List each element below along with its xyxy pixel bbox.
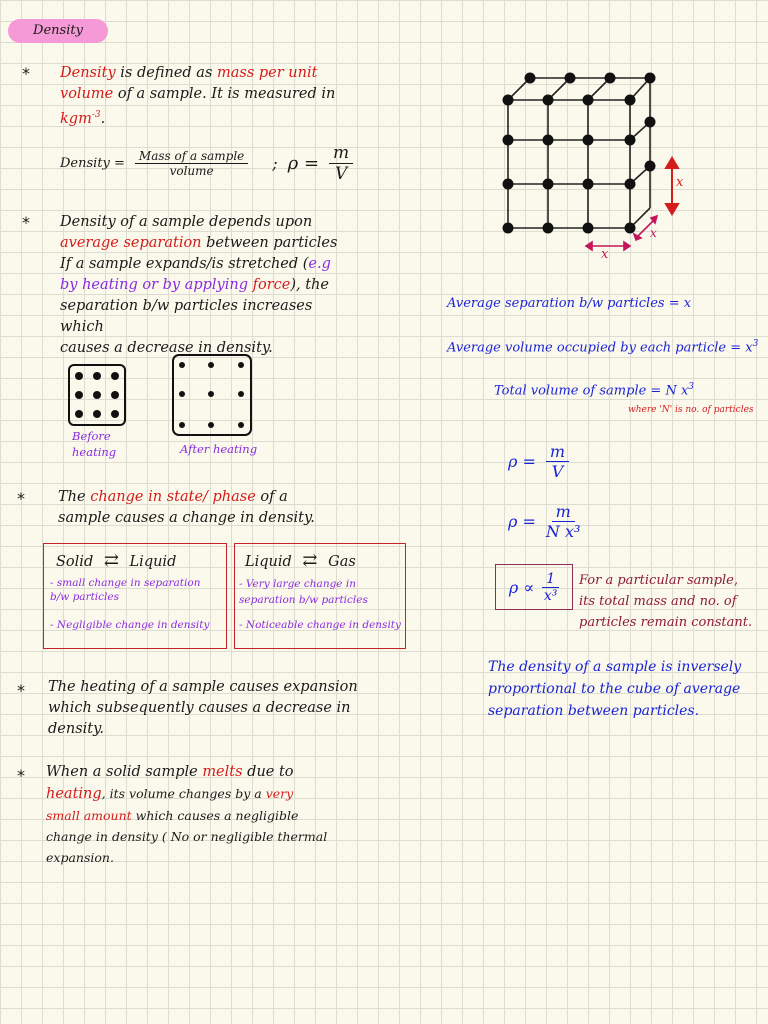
solid-liquid-heading: [56, 550, 176, 571]
particle-cube-diagram: [490, 68, 700, 268]
cube-label-x: x: [601, 247, 609, 262]
term-very: very: [265, 786, 294, 801]
bullet-star: *: [17, 681, 25, 700]
page-title: Density: [8, 19, 108, 43]
avg-volume: [447, 339, 758, 355]
text: of a: [255, 489, 288, 505]
text: its total mass and no. of: [579, 594, 737, 609]
box-item: - Noticeable change in density: [239, 619, 401, 631]
text: Average volume occupied by each particle = x: [447, 340, 753, 356]
text: Density of a sample depends upon: [60, 214, 313, 230]
formula-v: V: [334, 164, 348, 184]
text: of a sample. It is measured in: [113, 86, 336, 102]
formula-lhs: ρ =: [508, 512, 536, 531]
formula-m: m: [329, 143, 353, 164]
text: proportional to the cube of average: [488, 681, 741, 697]
avg-separation: Average separation b/w particles = x: [447, 296, 692, 311]
conclusion: [488, 656, 741, 722]
label: heating: [72, 445, 117, 459]
formula-numerator: m: [552, 502, 575, 522]
text: The density of a sample is inversely: [488, 659, 742, 675]
text: , its volume changes by a: [101, 786, 266, 801]
heading-gas: Gas: [328, 554, 356, 570]
heading-liquid: Liquid: [245, 554, 292, 570]
formula-denominator: N x³: [545, 522, 581, 541]
cube-label-depth: x: [650, 226, 657, 240]
state-change-text: [58, 487, 358, 529]
text: which subsequently causes a decrease in: [48, 700, 351, 716]
text: is defined as: [115, 65, 217, 81]
formula-separator: ;: [272, 154, 278, 173]
formula-denominator: x³: [543, 587, 558, 604]
text: .: [100, 110, 106, 127]
double-arrow-icon: ⇄: [302, 550, 318, 571]
melting-text: [46, 762, 346, 868]
formula-denominator: V: [551, 462, 564, 481]
formula-rho-fraction: [329, 143, 353, 184]
solid-liquid-box: [43, 543, 227, 649]
text: The: [58, 489, 91, 505]
formula-lhs: ρ =: [508, 452, 536, 471]
proportionality-box: [495, 564, 573, 610]
bullet-star: *: [22, 213, 30, 232]
box-item: - Very large change in separation b/w particles: [239, 578, 368, 606]
liquid-gas-box: [234, 543, 406, 649]
formula-fraction: [542, 571, 559, 604]
text: due to: [242, 764, 294, 780]
text: density.: [48, 721, 104, 737]
term-heating: by heating or by applying: [60, 277, 253, 293]
bullet-star: *: [17, 766, 25, 785]
constant-note: [579, 570, 752, 633]
total-volume: [494, 382, 694, 398]
heading-liquid: Liquid: [129, 554, 177, 570]
term-force: force: [252, 277, 291, 293]
after-heating-label: After heating: [180, 442, 258, 456]
double-arrow-icon: ⇄: [103, 550, 119, 571]
formula-rho: ρ =: [287, 153, 320, 174]
text: separation between particles.: [488, 703, 700, 719]
text: Total volume of sample = N x: [494, 383, 689, 399]
formula-numerator: 1: [542, 571, 559, 588]
text: When a solid sample: [46, 764, 203, 780]
density-separation-text: [60, 212, 360, 359]
text: particles remain constant.: [579, 615, 753, 630]
text: sample causes a change in density.: [58, 510, 315, 526]
term-small-amount: small amount: [46, 808, 132, 823]
term-volume: volume: [60, 86, 114, 102]
density-definition: [60, 63, 360, 130]
density-formula: [60, 143, 353, 184]
unit-kgm: kgm: [60, 110, 92, 127]
text: which causes a negligible: [131, 808, 299, 823]
formula-lhs: Density =: [60, 156, 125, 171]
heating-expansion-text: [48, 677, 378, 740]
term-average-separation: average separation: [60, 235, 202, 251]
formula-numerator: Mass of a sample: [135, 149, 248, 164]
liquid-gas-heading: [245, 550, 356, 571]
term-density: Density: [60, 65, 116, 81]
formula-numerator: m: [546, 442, 569, 462]
term-eg: e.g: [308, 256, 331, 272]
formula-denominator: volume: [169, 164, 214, 178]
exponent: 3: [752, 339, 759, 349]
bullet-star: *: [17, 489, 25, 508]
text: ), the: [290, 277, 329, 293]
rho-formula-2: [508, 502, 580, 541]
before-heating-diagram: [68, 364, 128, 428]
rho-formula-1: [508, 442, 569, 481]
bullet-star: *: [22, 64, 30, 83]
text: expansion.: [46, 850, 114, 865]
formula-fraction: [135, 149, 248, 178]
formula-rho-proportional: ρ ∝: [508, 577, 535, 597]
after-heating-diagram: [172, 354, 254, 438]
text: The heating of a sample causes expansion: [48, 679, 358, 695]
term-melts: melts: [202, 764, 243, 780]
text: For a particular sample,: [579, 573, 738, 588]
before-heating-label: [72, 428, 116, 460]
where-note: where 'N' is no. of particles: [628, 405, 754, 415]
label: Before: [72, 429, 111, 443]
term-change-in-state: change in state/ phase: [90, 489, 256, 505]
text: If a sample expands/is stretched (: [60, 256, 309, 272]
term-heating: heating: [46, 786, 102, 802]
text: separation b/w particles increases which: [60, 298, 313, 335]
unit-exponent: -3: [91, 110, 101, 120]
box-item: - small change in separation b/w particles: [50, 577, 201, 603]
text: causes a decrease in density.: [60, 340, 273, 356]
term-mass-per-unit: mass per unit: [217, 65, 318, 81]
formula-fraction: [546, 442, 569, 481]
box-item: - Negligible change in density: [50, 619, 210, 631]
exponent: 3: [688, 382, 695, 392]
text: change in density ( No or negligible thermal: [46, 829, 328, 844]
formula-fraction: [546, 502, 581, 541]
cube-label-z: x: [676, 175, 684, 190]
text: between particles: [201, 235, 338, 251]
heading-solid: Solid: [56, 554, 94, 570]
